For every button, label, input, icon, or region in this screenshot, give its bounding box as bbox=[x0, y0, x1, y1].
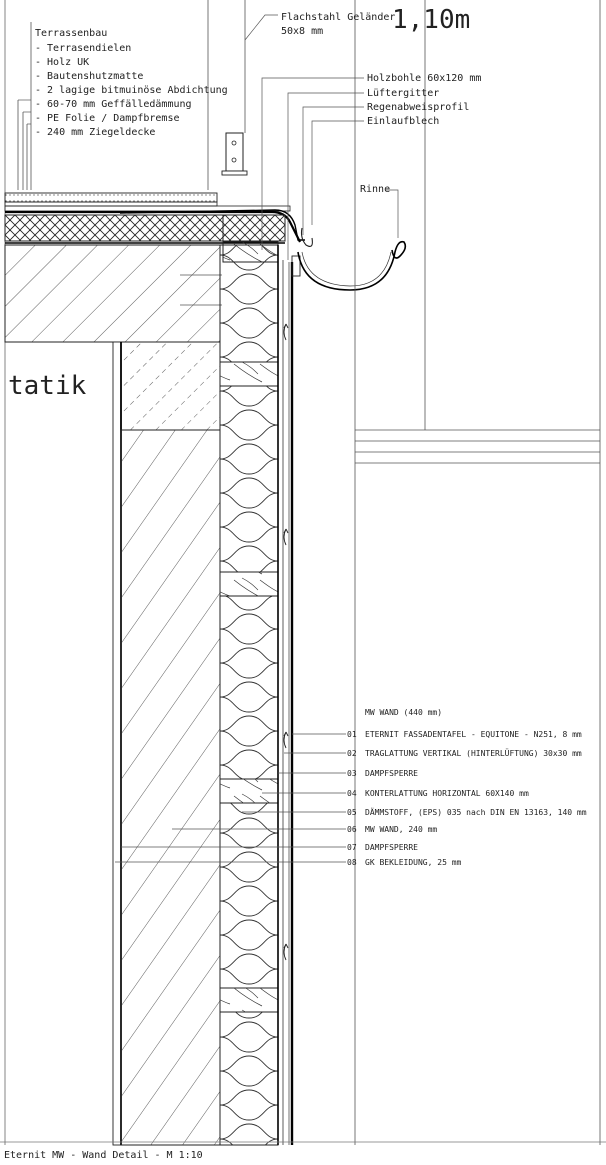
counter-batten-grain bbox=[220, 988, 278, 1012]
terrace-layer: - Holz UK bbox=[35, 57, 90, 68]
legend-text: DAMPFSPERRE bbox=[365, 843, 418, 852]
terrace-layer: - 240 mm Ziegeldecke bbox=[35, 127, 156, 138]
legend-num: 03 bbox=[347, 769, 357, 778]
legend-text: ETERNIT FASSADENTAFEL - EQUITONE - N251, 8 mm bbox=[365, 730, 582, 739]
luftergitter-leader bbox=[288, 93, 364, 260]
regenabweis-label: Regenabweisprofil bbox=[367, 102, 470, 113]
terrace-layer: - 60-70 mm Geffälledämmung bbox=[35, 99, 192, 110]
ceiling-slab bbox=[5, 245, 220, 342]
masonry-wall bbox=[121, 430, 220, 1145]
wall-legend-title: MW WAND (440 mm) bbox=[365, 708, 443, 717]
terrace-layer: - Bautenshutzmatte bbox=[35, 71, 144, 82]
gutter bbox=[298, 242, 405, 290]
ring-beam bbox=[121, 342, 220, 430]
terrace-layer: - Terrasendielen bbox=[35, 43, 132, 54]
flachstahl-size-label: 50x8 mm bbox=[281, 26, 324, 37]
terrace-title: Terrassenbau bbox=[35, 28, 108, 39]
ventilation-arrows bbox=[284, 324, 288, 960]
statik-text: tatik bbox=[8, 371, 87, 401]
timber-plank bbox=[223, 242, 278, 262]
legend-text: MW WAND, 240 mm bbox=[365, 825, 438, 834]
legend-num: 01 bbox=[347, 730, 357, 739]
terrace-insulation bbox=[5, 215, 223, 241]
terrace-layer-list bbox=[35, 43, 228, 138]
steel-railing bbox=[226, 133, 243, 171]
flachstahl-label: Flachstahl Geländer bbox=[281, 12, 396, 23]
counter-batten-grain bbox=[220, 572, 278, 596]
einlaufblech-label: Einlaufblech bbox=[367, 116, 440, 127]
gk-board bbox=[113, 342, 121, 1145]
terrace-decking bbox=[5, 193, 217, 202]
terrace-substructure bbox=[5, 202, 217, 206]
einlaufblech-leader bbox=[312, 121, 364, 225]
legend-num: 05 bbox=[347, 808, 357, 817]
legend-text: KONTERLATTUNG HORIZONTAL 60X140 mm bbox=[365, 789, 529, 798]
holzbohle-label: Holzbohle 60x120 mm bbox=[367, 73, 482, 84]
legend-text: GK BEKLEIDUNG, 25 mm bbox=[365, 858, 462, 867]
railing-height-text: 1,10m bbox=[392, 5, 471, 35]
rinne-label: Rinne bbox=[360, 184, 391, 195]
terrace-layer: - 2 lagige bitmuinöse Abdichtung bbox=[35, 85, 228, 96]
flachstahl-leader bbox=[245, 15, 278, 40]
railing-base bbox=[222, 171, 247, 175]
legend-num: 07 bbox=[347, 843, 357, 852]
terrace-layer: - PE Folie / Dampfbremse bbox=[35, 113, 180, 124]
legend-num: 04 bbox=[347, 789, 357, 798]
legend-text: TRAGLATTUNG VERTIKAL (HINTERLÜFTUNG) 30x30 mm bbox=[365, 749, 582, 758]
legend-num: 02 bbox=[347, 749, 357, 758]
legend-num: 08 bbox=[347, 858, 357, 867]
legend-text: DÄMMSTOFF, (EPS) 035 nach DIN EN 13163, 140 mm bbox=[365, 808, 587, 817]
terrace-insulation-edge bbox=[223, 215, 285, 241]
legend-num: 06 bbox=[347, 825, 357, 834]
luftergitter-label: Lüftergitter bbox=[367, 88, 440, 99]
drawing-title: Eternit MW - Wand Detail - M 1:10 bbox=[4, 1150, 203, 1161]
counter-batten-grain bbox=[220, 779, 278, 803]
counter-batten-grain bbox=[220, 362, 278, 386]
rinne-leader bbox=[385, 190, 398, 238]
legend-text: DAMPFSPERRE bbox=[365, 769, 418, 778]
